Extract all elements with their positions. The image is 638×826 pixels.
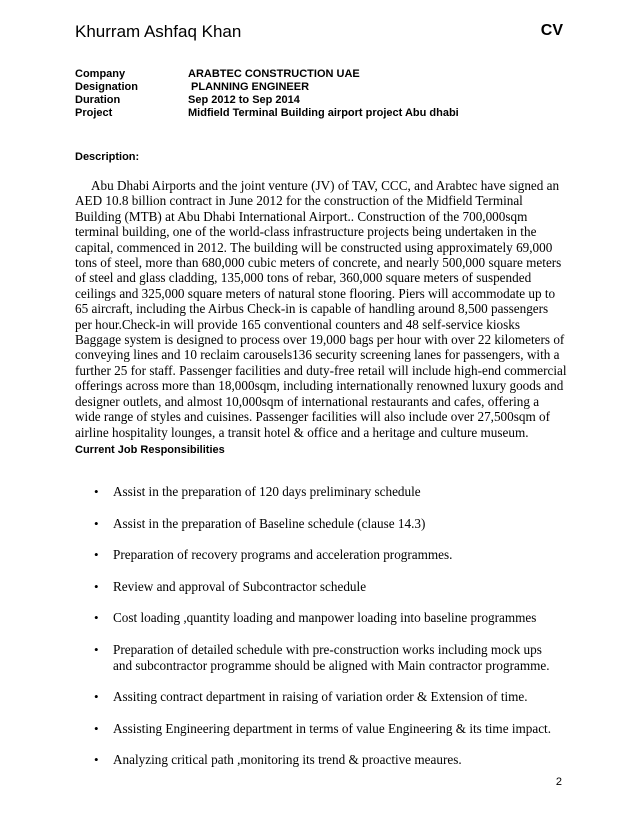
- list-item: [94, 752, 564, 768]
- info-value: PLANNING ENGINEER: [188, 81, 310, 93]
- description-body: Abu Dhabi Airports and the joint venture (JV) of TAV, CCC, and Arabtec have signed an AED 10.8 billion contract in June 2012 for the construction of the Midfield Terminal Building (MTB) at Abu Dhabi International Airport.. Construction of the 700,000sqm terminal building, one of the world-class infrastructure projects being undertaken in the capital, commenced in 2012. The building will be constructed using approximately 69,000 tons of steel, more than 680,000 cubic meters of concrete, and nearly 500,000 square meters of steel and glass cladding, 135,000 tons of rebar, 360,000 square meters of suspended ceilings and 325,000 square meters of natural stone flooring. Piers will accommodate up to 65 aircraft, including the Airbus Check-in is capable of handling around 8,500 passengers per hour.Check-in will provide 165 conventional counters and 48 self-service kiosks Baggage system is designed to process over 19,000 bags per hour with over 22 kilometers of conveying lines and 10 reclaim carousels136 security screening lanes for passengers, with a further 25 for staff. Passenger facilities and duty-free retail will include high-end commercial offerings across more than 18,000sqm, including internationally renowned luxury goods and designer outlets, and almost 10,000sqm of international restaurants and cafes, offering a wide range of styles and cuisines. Passenger facilities will also include over 27,500sqm of airline hospitality lounges, a transit hotel & office and a heritage and culture museum.: [75, 178, 567, 440]
- responsibilities-heading: Current Job Responsibilities: [75, 444, 225, 456]
- page-number: 2: [555, 776, 562, 788]
- info-row-designation: [75, 81, 459, 94]
- list-item-text: Preparation of recovery programs and acceleration programmes.: [113, 547, 453, 562]
- list-item-text: Analyzing critical path ,monitoring its trend & proactive meaures.: [113, 752, 462, 767]
- description-heading: Description:: [75, 151, 140, 163]
- list-item: [94, 689, 564, 705]
- list-item: [94, 516, 564, 532]
- info-row-duration: [75, 94, 459, 107]
- list-item: [94, 547, 564, 563]
- bullet-icon: •: [94, 641, 99, 657]
- info-value: ARABTEC CONSTRUCTION UAE: [188, 68, 360, 80]
- info-row-project: [75, 107, 459, 120]
- responsibilities-list: [94, 484, 564, 784]
- info-value: Sep 2012 to Sep 2014: [188, 94, 300, 106]
- list-item: [94, 721, 564, 737]
- job-info-table: [75, 68, 459, 120]
- bullet-icon: •: [94, 610, 99, 625]
- list-item-text: Assist in the preparation of 120 days preliminary schedule: [113, 484, 421, 499]
- list-item-text: Assisting Engineering department in terms of value Engineering & its time impact.: [113, 720, 552, 736]
- list-item-text: Assiting contract department in raising of variation order & Extension of time.: [113, 689, 528, 704]
- info-value: Midfield Terminal Building airport project Abu dhabi: [188, 107, 459, 119]
- info-label: Project: [75, 107, 113, 119]
- header-name: Khurram Ashfaq Khan: [75, 22, 242, 41]
- list-item: [94, 642, 564, 674]
- bullet-icon: •: [94, 689, 99, 704]
- list-item-text: Cost loading ,quantity loading and manpower loading into baseline programmes: [113, 610, 537, 625]
- info-label: Designation: [75, 81, 138, 93]
- bullet-icon: •: [94, 752, 99, 767]
- bullet-icon: •: [94, 578, 99, 594]
- bullet-icon: •: [94, 720, 99, 736]
- list-item-text: Preparation of detailed schedule with pre-construction works including mock ups and subcontractor programme should be aligned with Main contractor programme.: [113, 641, 550, 673]
- info-label: Duration: [75, 94, 121, 106]
- header-doc-type: CV: [540, 22, 563, 39]
- bullet-icon: •: [94, 547, 99, 562]
- bullet-icon: •: [94, 515, 99, 531]
- list-item: [94, 484, 564, 500]
- list-item: [94, 610, 564, 626]
- bullet-icon: •: [94, 484, 99, 499]
- list-item-text: Review and approval of Subcontractor schedule: [113, 578, 367, 594]
- list-item: [94, 579, 564, 595]
- list-item-text: Assist in the preparation of Baseline schedule (clause 14.3): [113, 515, 426, 531]
- info-label: Company: [75, 68, 126, 80]
- info-row-company: [75, 68, 459, 81]
